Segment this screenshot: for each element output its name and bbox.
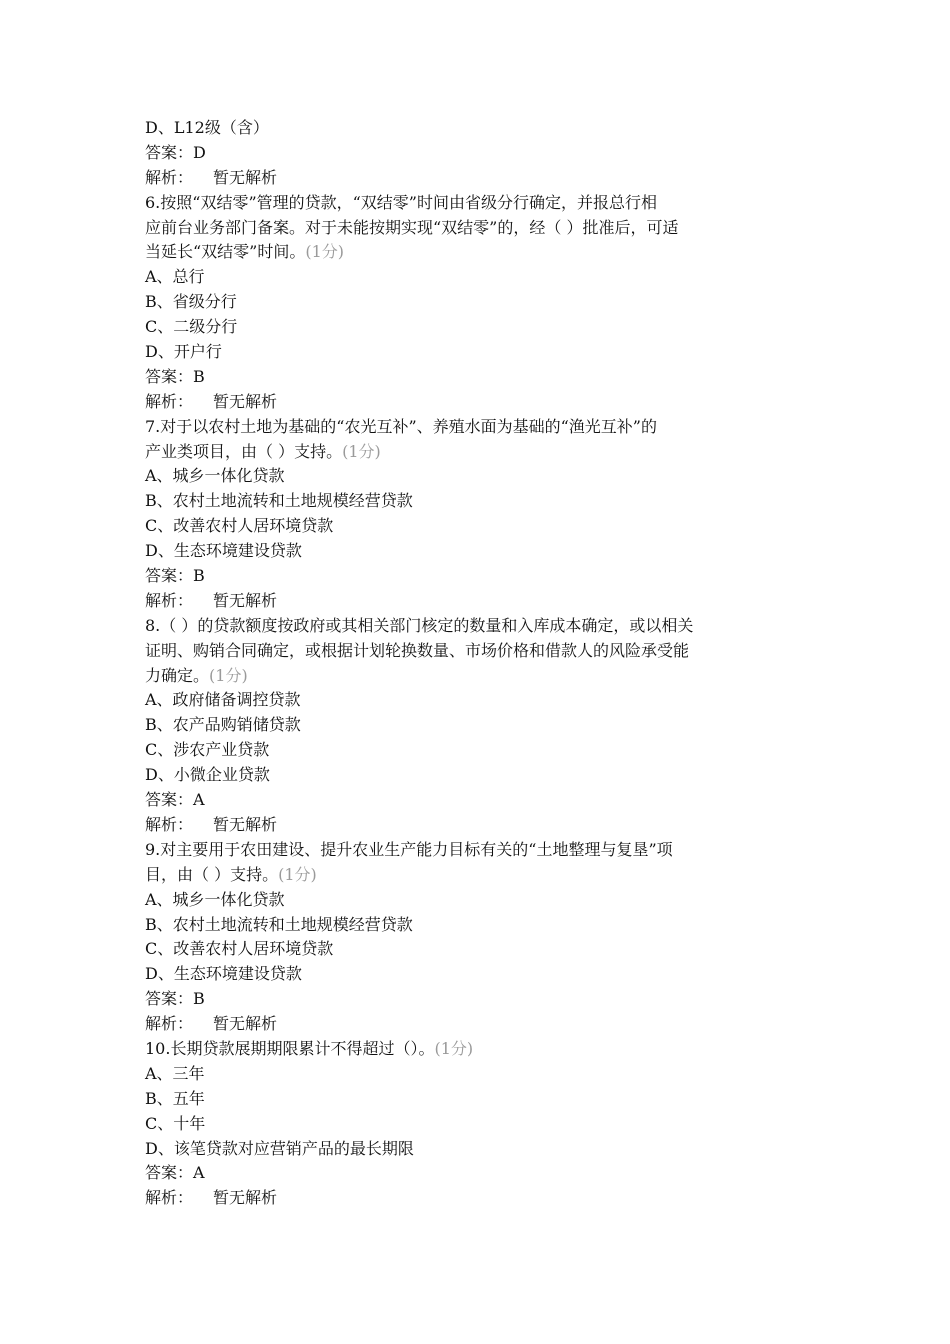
analysis bbox=[145, 1012, 815, 1037]
analysis-label: 解析： bbox=[145, 814, 194, 834]
option-b: B、农村土地流转和土地规模经营贷款 bbox=[145, 491, 413, 511]
question-9-line-1: 9.对主要用于农田建设、提升农业生产能力目标有关的“土地整理与复垦”项 bbox=[145, 839, 673, 859]
option-d: D、生态环境建设贷款 bbox=[145, 541, 302, 561]
option-b: B、五年 bbox=[145, 1088, 205, 1108]
option-d: D、生态环境建设贷款 bbox=[145, 964, 302, 984]
question-10-line-1 bbox=[145, 1037, 815, 1062]
option-c: C、改善农村人居环境贷款 bbox=[145, 939, 334, 959]
analysis-label: 解析： bbox=[145, 167, 194, 187]
analysis-text: 暂无解析 bbox=[213, 590, 278, 610]
option-d: D、小微企业贷款 bbox=[145, 765, 270, 785]
option-b: B、农村土地流转和土地规模经营贷款 bbox=[145, 914, 413, 934]
option-a: A、总行 bbox=[145, 267, 205, 287]
option-c: C、涉农产业贷款 bbox=[145, 740, 270, 760]
option-c: C、改善农村人居环境贷款 bbox=[145, 516, 334, 536]
question-6-line-1: 6.按照“双结零”管理的贷款，“双结零”时间由省级分行确定，并报总行相 bbox=[145, 192, 657, 212]
question-6-line-3 bbox=[145, 240, 815, 265]
option-a: A、三年 bbox=[145, 1063, 205, 1083]
analysis-text: 暂无解析 bbox=[213, 1188, 278, 1208]
option-b: B、省级分行 bbox=[145, 292, 237, 312]
analysis-label: 解析： bbox=[145, 1014, 194, 1034]
question-score: (1分) bbox=[278, 864, 317, 884]
option-b: B、农产品购销储贷款 bbox=[145, 715, 301, 735]
answer: 答案：B bbox=[145, 989, 205, 1009]
analysis bbox=[145, 589, 815, 614]
analysis bbox=[145, 813, 815, 838]
question-score: (1分) bbox=[434, 1038, 474, 1058]
question-text: 力确定。 bbox=[145, 665, 210, 685]
analysis-text: 暂无解析 bbox=[213, 1014, 278, 1034]
answer: 答案：A bbox=[145, 1163, 205, 1183]
analysis bbox=[145, 390, 815, 415]
analysis-label: 解析： bbox=[145, 391, 194, 411]
answer: 答案：D bbox=[145, 142, 206, 162]
question-8-line-1: 8.（ ）的贷款额度按政府或其相关部门核定的数量和入库成本确定，或以相关 bbox=[145, 615, 694, 635]
question-text: 当延长“双结零”时间。 bbox=[145, 242, 306, 262]
question-text: 目，由（ ）支持。 bbox=[145, 864, 279, 884]
question-8-line-2: 证明、购销合同确定，或根据计划轮换数量、市场价格和借款人的风险承受能 bbox=[145, 640, 690, 660]
question-score: (1分) bbox=[209, 665, 248, 685]
question-9-line-2 bbox=[145, 863, 815, 888]
question-text: 10.长期贷款展期期限累计不得超过（）。 bbox=[145, 1038, 435, 1058]
option-c: C、二级分行 bbox=[145, 317, 238, 337]
option-d: D、该笔贷款对应营销产品的最长期限 bbox=[145, 1138, 414, 1158]
answer: 答案：A bbox=[145, 790, 205, 810]
question-score: (1分) bbox=[342, 441, 381, 461]
document-page bbox=[145, 116, 815, 1211]
analysis-text: 暂无解析 bbox=[213, 391, 278, 411]
question-6-line-2: 应前台业务部门备案。对于未能按期实现“双结零”的，经（ ）批准后，可适 bbox=[145, 217, 679, 237]
question-7-line-2 bbox=[145, 440, 815, 465]
answer: 答案：B bbox=[145, 366, 205, 386]
analysis-text: 暂无解析 bbox=[213, 814, 278, 834]
option-d: D、开户行 bbox=[145, 342, 222, 362]
option-a: A、政府储备调控贷款 bbox=[145, 690, 301, 710]
question-text: 产业类项目，由（ ）支持。 bbox=[145, 441, 343, 461]
option-d: D、L12级（含） bbox=[145, 118, 269, 137]
analysis-label: 解析： bbox=[145, 1188, 194, 1208]
option-a: A、城乡一体化贷款 bbox=[145, 889, 285, 909]
option-c: C、十年 bbox=[145, 1113, 206, 1133]
analysis bbox=[145, 166, 815, 191]
question-7-line-1: 7.对于以农村土地为基础的“农光互补”、养殖水面为基础的“渔光互补”的 bbox=[145, 416, 657, 436]
question-score: (1分) bbox=[305, 242, 345, 262]
analysis-text: 暂无解析 bbox=[213, 167, 278, 187]
analysis-label: 解析： bbox=[145, 590, 194, 610]
analysis bbox=[145, 1186, 815, 1211]
option-a: A、城乡一体化贷款 bbox=[145, 466, 285, 486]
answer: 答案：B bbox=[145, 566, 205, 586]
question-8-line-3 bbox=[145, 664, 815, 689]
